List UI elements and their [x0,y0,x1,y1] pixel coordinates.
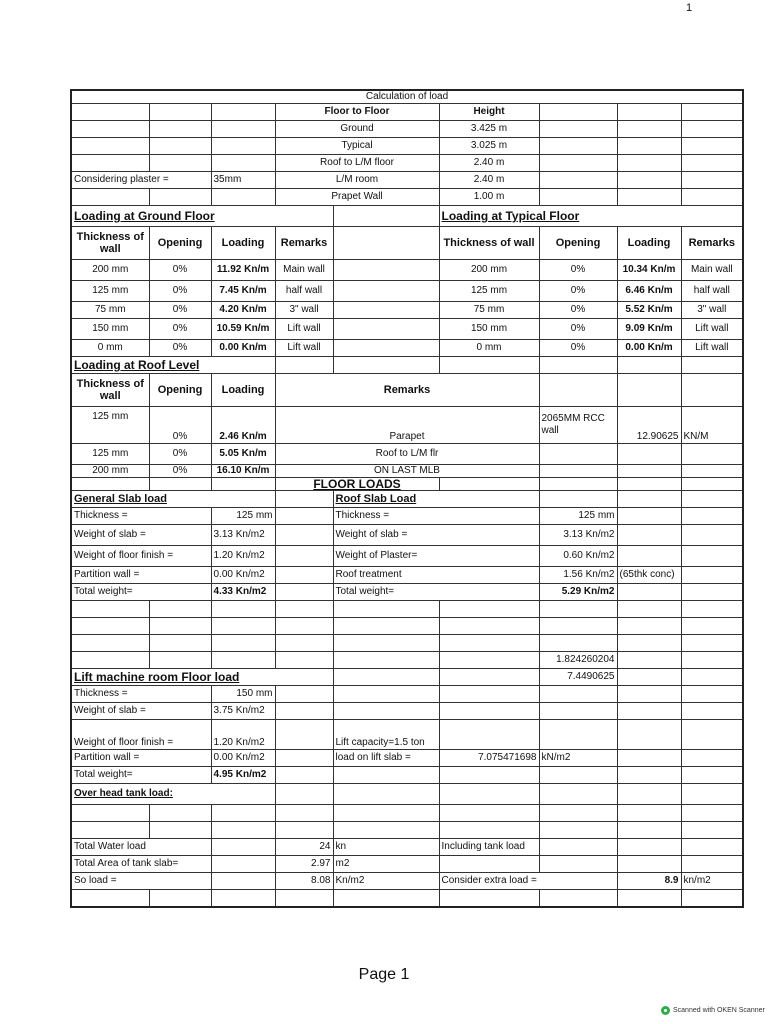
col-opening: Opening [149,227,211,260]
rcc-note: 2065MM RCC wall [539,407,617,444]
roof-thickness: 125 mm [71,407,149,444]
g-opening: 0% [149,302,211,319]
g-remarks: half wall [275,281,333,302]
extra-value: 7.4490625 [539,669,617,686]
roof-remarks: ON LAST MLB [275,465,539,478]
tank-label: So load = [71,873,211,890]
roof-level-title: Loading at Roof Level [71,357,275,374]
roof-loading: 5.05 Kn/m [211,444,275,465]
tank-title: Over head tank load: [71,784,275,805]
lift-value: 150 mm [211,686,275,703]
lift-label: Partition wall = [71,750,211,767]
col-opening: Opening [539,227,617,260]
floor-name: Typical [275,138,439,155]
col-loading: Loading [211,227,275,260]
tank-label: Total Water load [71,839,211,856]
t-remarks: 3" wall [681,302,743,319]
rcc-unit: KN/M [681,407,743,444]
roof-loading: 2.46 Kn/m [211,407,275,444]
roof-slab-label: Weight of slab = [333,525,539,546]
t-opening: 0% [539,281,617,302]
wall-row [71,281,743,302]
t-thickness: 150 mm [439,319,539,340]
g-loading: 7.45 Kn/m [211,281,275,302]
g-opening: 0% [149,319,211,340]
roof-slab-label: Roof treatment [333,567,539,584]
roof-thickness: 125 mm [71,444,149,465]
col-thickness: Thickness of wall [71,227,149,260]
t-remarks: Lift wall [681,319,743,340]
roof-slab-label: Weight of Plaster= [333,546,539,567]
page-number: 1 [686,2,693,14]
lift-value: 3.75 Kn/m2 [211,703,275,720]
including-tank: Including tank load [439,839,539,856]
general-label: Weight of slab = [71,525,211,546]
general-slab-title: General Slab load [71,491,275,508]
t-remarks: Lift wall [681,340,743,357]
wall-row [71,302,743,319]
wall-row [71,340,743,357]
floor-name: Roof to L/M floor [275,155,439,172]
typical-floor-title: Loading at Typical Floor [439,206,743,227]
col-thickness: Thickness of wall [439,227,539,260]
floor-height: 2.40 m [439,155,539,172]
floor-height: 2.40 m [439,172,539,189]
lift-capacity: Lift capacity=1.5 ton [333,720,439,750]
g-loading: 10.59 Kn/m [211,319,275,340]
floor-name: Ground [275,121,439,138]
lift-value: 0.00 Kn/m2 [211,750,275,767]
g-thickness: 0 mm [71,340,149,357]
tank-unit: Kn/m2 [333,873,439,890]
g-opening: 0% [149,260,211,281]
wall-row [71,319,743,340]
general-value: 125 mm [211,508,275,525]
t-remarks: Main wall [681,260,743,281]
general-label: Thickness = [71,508,211,525]
col-remarks: Remarks [275,374,539,407]
floor-name: L/M room [275,172,439,189]
t-loading: 5.52 Kn/m [617,302,681,319]
page-footer: Page 1 [358,966,410,983]
t-thickness: 75 mm [439,302,539,319]
col-opening: Opening [149,374,211,407]
col-loading: Loading [211,374,275,407]
roof-slab-title: Roof Slab Load [333,491,539,508]
g-opening: 0% [149,281,211,302]
general-label: Weight of floor finish = [71,546,211,567]
tank-value: 8.08 [275,873,333,890]
general-label: Total weight= [71,584,211,601]
col-remarks: Remarks [681,227,743,260]
t-opening: 0% [539,260,617,281]
g-thickness: 125 mm [71,281,149,302]
t-opening: 0% [539,319,617,340]
extra-load-unit: kn/m2 [681,873,743,890]
scanner-logo-icon [661,1006,670,1015]
g-remarks: Lift wall [275,340,333,357]
tank-value: 24 [275,839,333,856]
lift-label: Thickness = [71,686,211,703]
extra-load-label: Consider extra load = [439,873,617,890]
roof-remarks: Parapet [275,407,539,444]
roof-remarks: Roof to L/M flr [275,444,539,465]
general-label: Partition wall = [71,567,211,584]
g-remarks: Lift wall [275,319,333,340]
t-thickness: 125 mm [439,281,539,302]
g-remarks: 3" wall [275,302,333,319]
t-loading: 6.46 Kn/m [617,281,681,302]
col-remarks: Remarks [275,227,333,260]
g-remarks: Main wall [275,260,333,281]
g-thickness: 200 mm [71,260,149,281]
t-loading: 9.09 Kn/m [617,319,681,340]
lift-slab-unit: kN/m2 [539,750,617,767]
roof-opening: 0% [149,465,211,478]
wall-row [71,260,743,281]
roof-slab-label: Thickness = [333,508,539,525]
height-header: Height [439,104,539,121]
col-loading: Loading [617,227,681,260]
ground-floor-title: Loading at Ground Floor [71,206,333,227]
general-value: 1.20 Kn/m2 [211,546,275,567]
extra-value: 1.824260204 [539,652,617,669]
scanner-watermark [661,1006,765,1015]
general-value: 0.00 Kn/m2 [211,567,275,584]
roof-slab-value: 3.13 Kn/m2 [539,525,617,546]
lift-label: Weight of floor finish = [71,720,211,750]
lift-room-title: Lift machine room Floor load [71,669,333,686]
general-value: 3.13 Kn/m2 [211,525,275,546]
floor-name: Prapet Wall [275,189,439,206]
t-loading: 10.34 Kn/m [617,260,681,281]
col-thickness: Thickness of wall [71,374,149,407]
roof-thickness: 200 mm [71,465,149,478]
g-thickness: 150 mm [71,319,149,340]
sheet-title: Calculation of load [71,90,743,104]
t-thickness: 0 mm [439,340,539,357]
floor-to-floor-header: Floor to Floor [275,104,439,121]
g-loading: 0.00 Kn/m [211,340,275,357]
t-opening: 0% [539,340,617,357]
load-calculation-sheet [70,89,744,908]
lift-label: Total weight= [71,767,211,784]
roof-slab-value: 125 mm [539,508,617,525]
roof-loading: 16.10 Kn/m [211,465,275,478]
lift-value: 1.20 Kn/m2 [211,720,275,750]
floor-height: 3.425 m [439,121,539,138]
extra-load-value: 8.9 [617,873,681,890]
t-loading: 0.00 Kn/m [617,340,681,357]
floor-loads-title: FLOOR LOADS [275,478,439,491]
scanner-text: Scanned with OKEN Scanner [673,1007,765,1014]
floor-height: 1.00 m [439,189,539,206]
tank-value: 2.97 [275,856,333,873]
lift-slab-label: load on lift slab = [333,750,439,767]
t-remarks: half wall [681,281,743,302]
roof-opening: 0% [149,407,211,444]
roof-slab-total: 5.29 Kn/m2 [539,584,617,601]
lift-label: Weight of slab = [71,703,211,720]
plaster-value: 35mm [211,172,275,189]
roof-slab-value: 1.56 Kn/m2 [539,567,617,584]
roof-opening: 0% [149,444,211,465]
lift-total: 4.95 Kn/m2 [211,767,275,784]
roof-slab-label: Total weight= [333,584,539,601]
plaster-label: Considering plaster = [71,172,211,189]
general-total: 4.33 Kn/m2 [211,584,275,601]
t-opening: 0% [539,302,617,319]
g-loading: 4.20 Kn/m [211,302,275,319]
tank-unit: m2 [333,856,439,873]
tank-unit: kn [333,839,439,856]
floor-height: 3.025 m [439,138,539,155]
tank-label: Total Area of tank slab= [71,856,211,873]
g-loading: 11.92 Kn/m [211,260,275,281]
t-thickness: 200 mm [439,260,539,281]
lift-slab-value: 7.075471698 [439,750,539,767]
roof-slab-note: (65thk conc) [617,567,681,584]
g-opening: 0% [149,340,211,357]
rcc-value: 12.90625 [617,407,681,444]
roof-slab-value: 0.60 Kn/m2 [539,546,617,567]
g-thickness: 75 mm [71,302,149,319]
